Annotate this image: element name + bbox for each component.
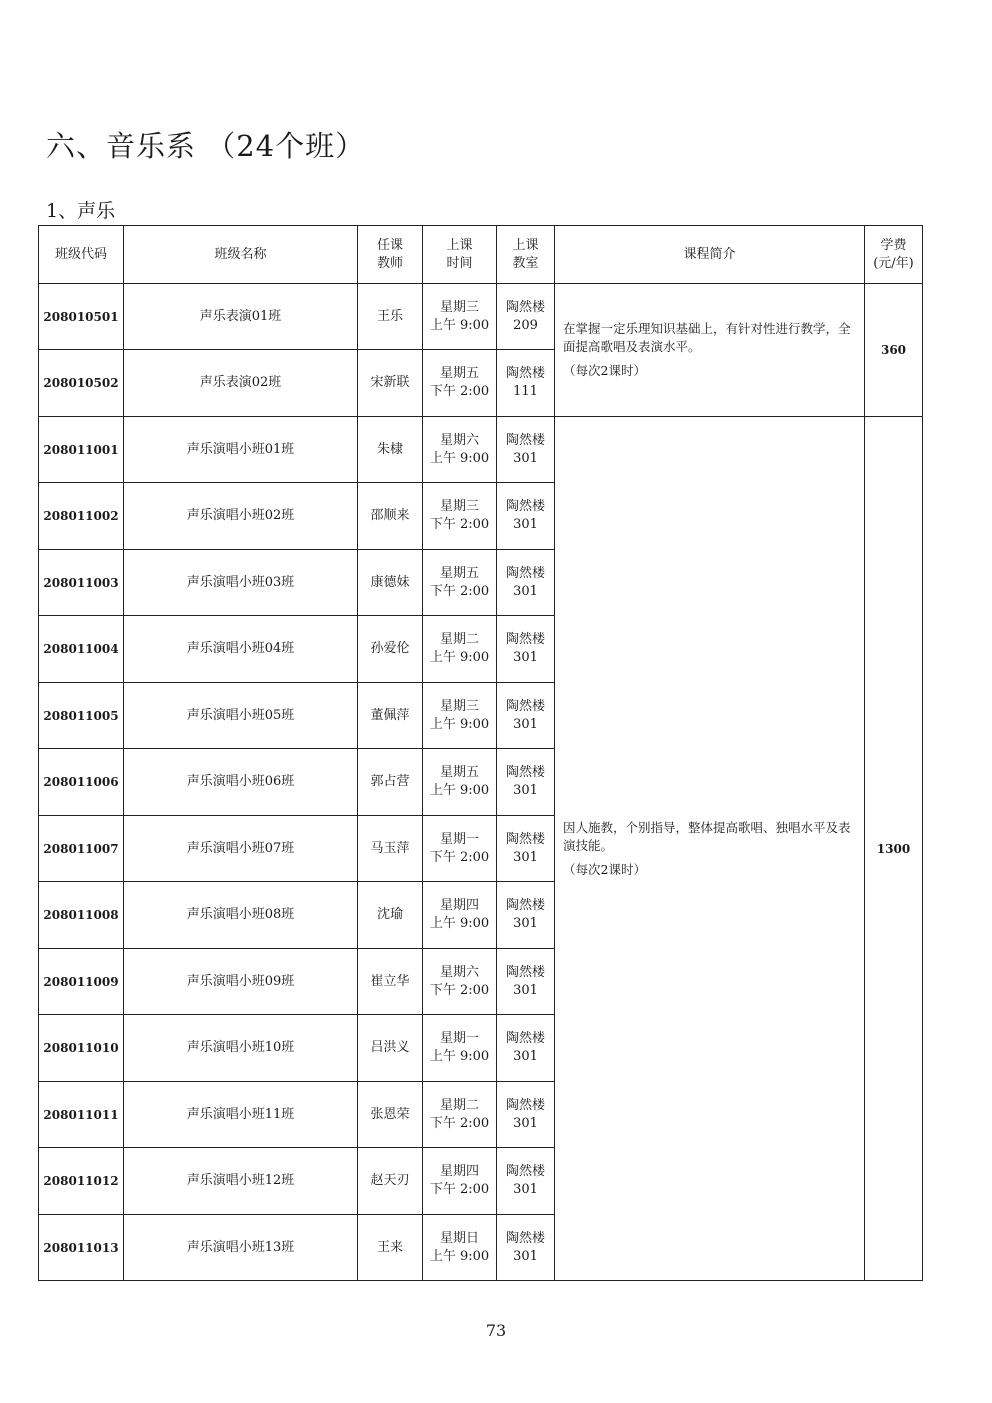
class-code: 208011013 xyxy=(39,1215,124,1281)
course-description: 因人施教，个别指导，整体提高歌唱、独唱水平及表演技能。 （每次2课时） xyxy=(555,417,865,1281)
teacher-name: 孙爱伦 xyxy=(358,616,423,683)
class-time: 星期一 下午 2:00 xyxy=(423,816,497,882)
teacher-name: 沈瑜 xyxy=(358,882,423,949)
class-name: 声乐演唱小班06班 xyxy=(124,749,358,816)
class-time: 星期三 下午 2:00 xyxy=(423,483,497,550)
header-room: 上课 教室 xyxy=(497,226,555,284)
header-fee: 学费 (元/年) xyxy=(865,226,923,284)
class-time: 星期四 下午 2:00 xyxy=(423,1148,497,1215)
teacher-name: 张恩荣 xyxy=(358,1082,423,1148)
tuition-fee: 360 xyxy=(865,284,923,417)
section-title: 1、声乐 xyxy=(46,200,116,222)
teacher-name: 康德妹 xyxy=(358,550,423,616)
class-time: 星期一 上午 9:00 xyxy=(423,1015,497,1082)
class-room: 陶然楼 301 xyxy=(497,483,555,550)
class-time: 星期五 下午 2:00 xyxy=(423,550,497,616)
class-room: 陶然楼 301 xyxy=(497,1148,555,1215)
class-name: 声乐演唱小班07班 xyxy=(124,816,358,882)
class-code: 208011007 xyxy=(39,816,124,882)
class-code: 208010501 xyxy=(39,284,124,350)
teacher-name: 王来 xyxy=(358,1215,423,1281)
class-room: 陶然楼 301 xyxy=(497,749,555,816)
class-time: 星期二 下午 2:00 xyxy=(423,1082,497,1148)
teacher-name: 郭占营 xyxy=(358,749,423,816)
teacher-name: 宋新联 xyxy=(358,350,423,417)
class-code: 208011010 xyxy=(39,1015,124,1082)
class-room: 陶然楼 301 xyxy=(497,949,555,1015)
class-time: 星期六 上午 9:00 xyxy=(423,417,497,483)
class-name: 声乐演唱小班04班 xyxy=(124,616,358,683)
class-room: 陶然楼 301 xyxy=(497,550,555,616)
class-code: 208011009 xyxy=(39,949,124,1015)
class-time: 星期日 上午 9:00 xyxy=(423,1215,497,1281)
class-time: 星期五 下午 2:00 xyxy=(423,350,497,417)
header-description: 课程简介 xyxy=(555,226,865,284)
teacher-name: 崔立华 xyxy=(358,949,423,1015)
class-room: 陶然楼 301 xyxy=(497,816,555,882)
teacher-name: 马玉萍 xyxy=(358,816,423,882)
class-code: 208011001 xyxy=(39,417,124,483)
class-time: 星期六 下午 2:00 xyxy=(423,949,497,1015)
teacher-name: 董佩萍 xyxy=(358,683,423,749)
class-name: 声乐演唱小班05班 xyxy=(124,683,358,749)
class-room: 陶然楼 301 xyxy=(497,616,555,683)
class-name: 声乐演唱小班12班 xyxy=(124,1148,358,1215)
teacher-name: 邵顺来 xyxy=(358,483,423,550)
header-teacher: 任课 教师 xyxy=(358,226,423,284)
table-row xyxy=(39,284,923,350)
header-time: 上课 时间 xyxy=(423,226,497,284)
class-time: 星期五 上午 9:00 xyxy=(423,749,497,816)
class-name: 声乐演唱小班08班 xyxy=(124,882,358,949)
teacher-name: 朱棣 xyxy=(358,417,423,483)
class-code: 208011003 xyxy=(39,550,124,616)
class-room: 陶然楼 301 xyxy=(497,417,555,483)
class-code: 208011008 xyxy=(39,882,124,949)
page-title: 六、音乐系 （24个班） xyxy=(46,129,366,163)
header-name: 班级名称 xyxy=(124,226,358,284)
class-name: 声乐表演01班 xyxy=(124,284,358,350)
class-code: 208011006 xyxy=(39,749,124,816)
class-code: 208011004 xyxy=(39,616,124,683)
class-name: 声乐演唱小班10班 xyxy=(124,1015,358,1082)
table-header-row xyxy=(39,226,923,284)
class-room: 陶然楼 301 xyxy=(497,882,555,949)
class-room: 陶然楼 301 xyxy=(497,1015,555,1082)
class-code: 208010502 xyxy=(39,350,124,417)
tuition-fee: 1300 xyxy=(865,417,923,1281)
class-room: 陶然楼 301 xyxy=(497,1215,555,1281)
class-time: 星期三 上午 9:00 xyxy=(423,284,497,350)
teacher-name: 赵天刃 xyxy=(358,1148,423,1215)
page-number: 73 xyxy=(485,1321,507,1340)
class-name: 声乐演唱小班09班 xyxy=(124,949,358,1015)
class-time: 星期二 上午 9:00 xyxy=(423,616,497,683)
class-room: 陶然楼 301 xyxy=(497,683,555,749)
class-name: 声乐演唱小班03班 xyxy=(124,550,358,616)
table-row xyxy=(39,417,923,483)
class-time: 星期四 上午 9:00 xyxy=(423,882,497,949)
class-code: 208011005 xyxy=(39,683,124,749)
class-room: 陶然楼 301 xyxy=(497,1082,555,1148)
class-name: 声乐演唱小班01班 xyxy=(124,417,358,483)
class-name: 声乐表演02班 xyxy=(124,350,358,417)
teacher-name: 王乐 xyxy=(358,284,423,350)
teacher-name: 吕洪义 xyxy=(358,1015,423,1082)
class-name: 声乐演唱小班13班 xyxy=(124,1215,358,1281)
header-code: 班级代码 xyxy=(39,226,124,284)
class-name: 声乐演唱小班02班 xyxy=(124,483,358,550)
class-code: 208011002 xyxy=(39,483,124,550)
class-name: 声乐演唱小班11班 xyxy=(124,1082,358,1148)
course-description: 在掌握一定乐理知识基础上，有针对性进行教学，全面提高歌唱及表演水平。 （每次2课时） xyxy=(555,284,865,417)
class-time: 星期三 上午 9:00 xyxy=(423,683,497,749)
table-body xyxy=(39,284,923,1281)
class-code: 208011012 xyxy=(39,1148,124,1215)
class-room: 陶然楼 111 xyxy=(497,350,555,417)
class-room: 陶然楼 209 xyxy=(497,284,555,350)
class-code: 208011011 xyxy=(39,1082,124,1148)
schedule-table xyxy=(38,225,923,1281)
